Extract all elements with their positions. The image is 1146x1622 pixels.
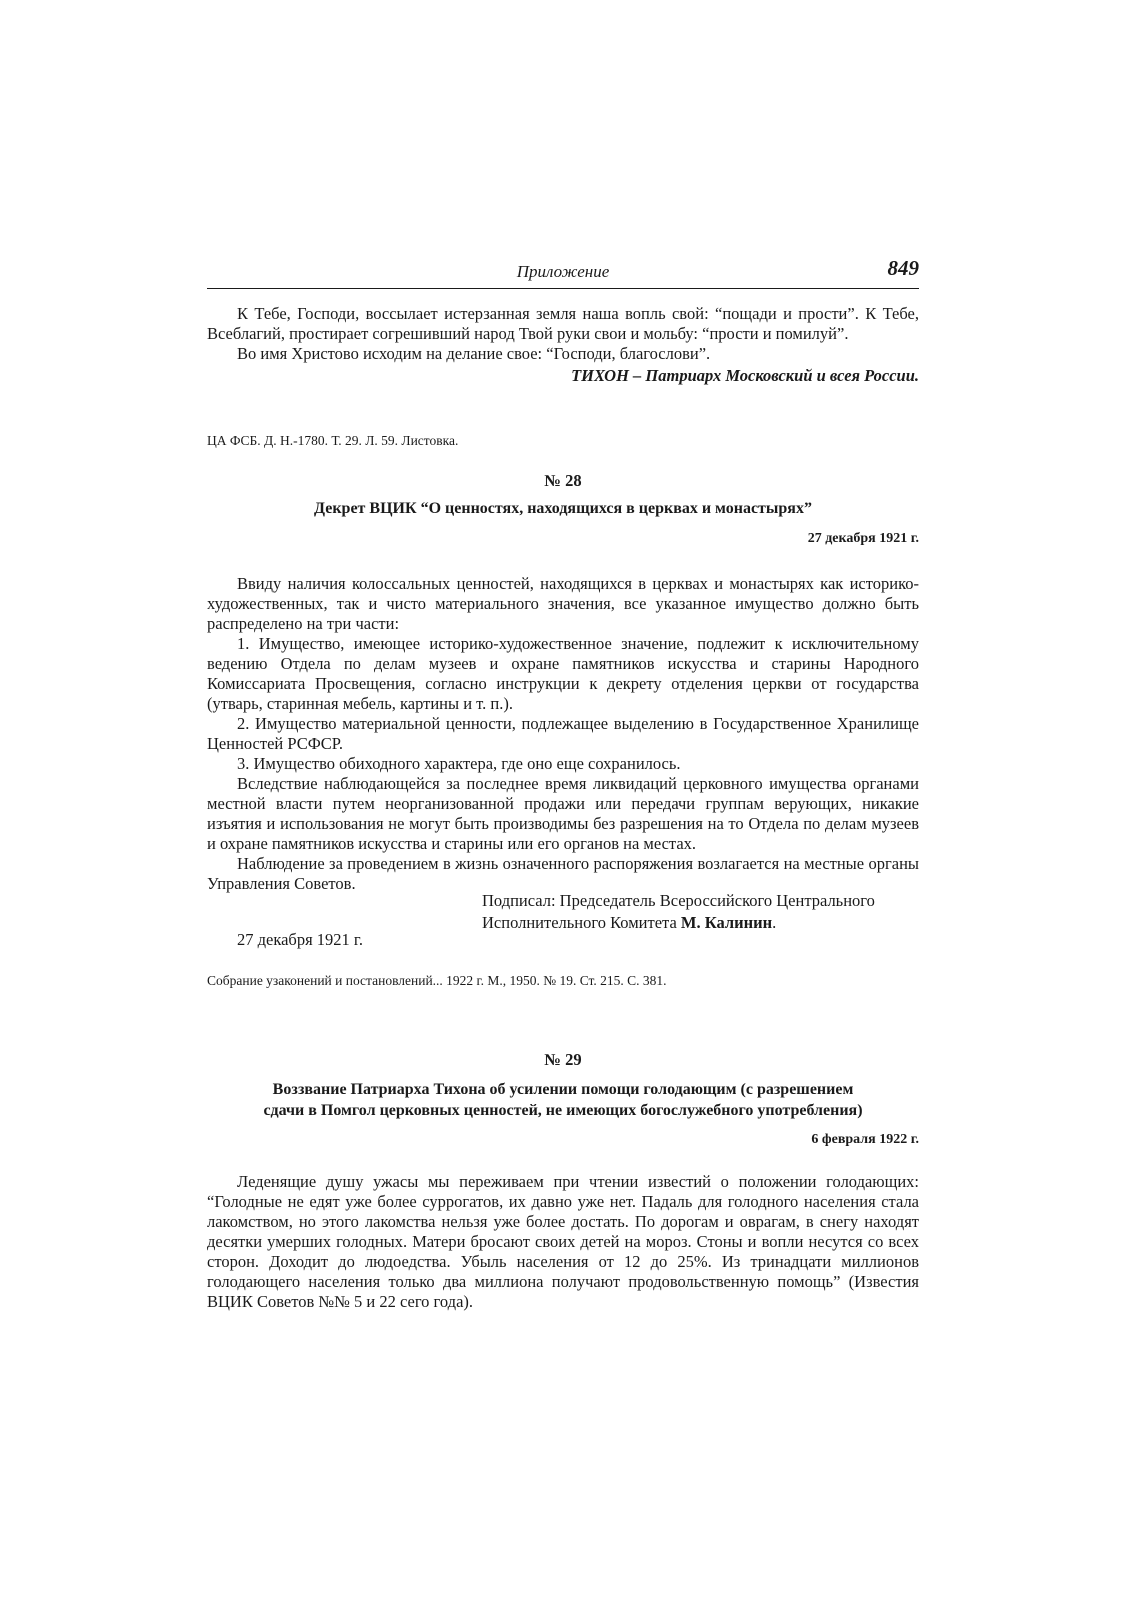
doc28-signed-line-2: Исполнительного Комитета [482, 913, 677, 932]
doc28-date-bottom: 27 декабря 1921 г. [237, 930, 363, 949]
doc28-paragraph-2: Вследствие наблюдающейся за последнее время ликвидаций церковного имущества органами местной власти путем неорганизованной продажи или передачи группам верующих, никакие изъятия и использования не могут быть производимы без разрешения на то Отдела по делам музеев и охране памятников искусства и старины или его органов на местах. [207, 774, 919, 853]
doc28-item-2: 2. Имущество материальной ценности, подлежащее выделению в Государственное Хранилище Ценностей РСФСР. [207, 714, 919, 753]
page-header [207, 258, 919, 289]
doc29-number: № 29 [544, 1050, 582, 1069]
doc28-number: № 28 [544, 471, 582, 490]
doc28-signed-line-1: Подписал: Председатель Всероссийского Центрального [482, 891, 875, 910]
doc28-item-3: 3. Имущество обиходного характера, где оно еще сохранилось. [237, 754, 681, 773]
doc28-signer-dot: . [772, 913, 777, 932]
doc29-title-line-1: Воззвание Патриарха Тихона об усилении помощи голодающим (с разрешением [272, 1081, 854, 1098]
doc28-title: Декрет ВЦИК “О ценностях, находящихся в церквах и монастырях” [314, 500, 812, 517]
doc28-paragraph-1: Ввиду наличия колоссальных ценностей, находящихся в церквах и монастырях как историко-художественных, так и чисто материального значения, все указанное имущество должно быть распределено на три части: [207, 574, 919, 633]
doc28-paragraph-3: Наблюдение за проведением в жизнь означенного распоряжения возлагается на местные органы Управления Советов. [207, 854, 919, 893]
prev-doc-source: ЦА ФСБ. Д. Н.-1780. Т. 29. Л. 59. Листовка. [207, 433, 459, 448]
running-title: Приложение [516, 262, 610, 281]
doc28-signer-name: М. Калинин [680, 913, 773, 932]
doc29-title-line-2: сдачи в Помгол церковных ценностей, не имеющих богослужебного употребления) [263, 1102, 863, 1119]
prev-doc-paragraph-2: Во имя Христово исходим на делание свое: “Господи, благослови”. [237, 344, 711, 363]
doc28-source: Собрание узаконений и постановлений... 1922 г. М., 1950. № 19. Ст. 215. С. 381. [207, 973, 667, 988]
page-number: 849 [887, 256, 919, 280]
doc29-date: 6 февраля 1922 г. [811, 1132, 919, 1147]
doc28-item-1: 1. Имущество, имеющее историко-художественное значение, подлежит к исключительному ведению Отдела по делам музеев и охране памятников искусства и старины Народного Комиссариата Просвещения, согласно инструкции к декрету отделения церкви от государства (утварь, старинная мебель, картины и т. п.). [207, 634, 919, 713]
prev-doc-signature: ТИХОН – Патриарх Московский и всея России. [571, 366, 919, 385]
doc28-signed-block [482, 890, 922, 934]
doc28-date: 27 декабря 1921 г. [807, 531, 919, 546]
doc29-paragraph-1: Леденящие душу ужасы мы переживаем при чтении известий о положении голодающих: “Голодные не едят уже более суррогатов, их давно уже нет. Падаль для голодного населения стала лакомством, но этого лакомства нельзя уже более достать. По дорогам и оврагам, в снегу находят десятки умерших голодных. Матери бросают своих детей на мороз. Стоны и вопли несутся со всех сторон. Доходит до людоедства. Убыль населения от 12 до 25%. Из тринадцати миллионов голодающего населения только два миллиона получают продовольственную помощь” (Известия ВЦИК Советов №№ 5 и 22 сего года). [207, 1172, 919, 1311]
prev-doc-paragraph-1: К Тебе, Господи, воссылает истерзанная земля наша вопль свой: “пощади и прости”. К Тебе, Всеблагий, простирает согрешивший народ Твой руки свои и мольбу: “прости и помилуй”. [207, 304, 919, 343]
